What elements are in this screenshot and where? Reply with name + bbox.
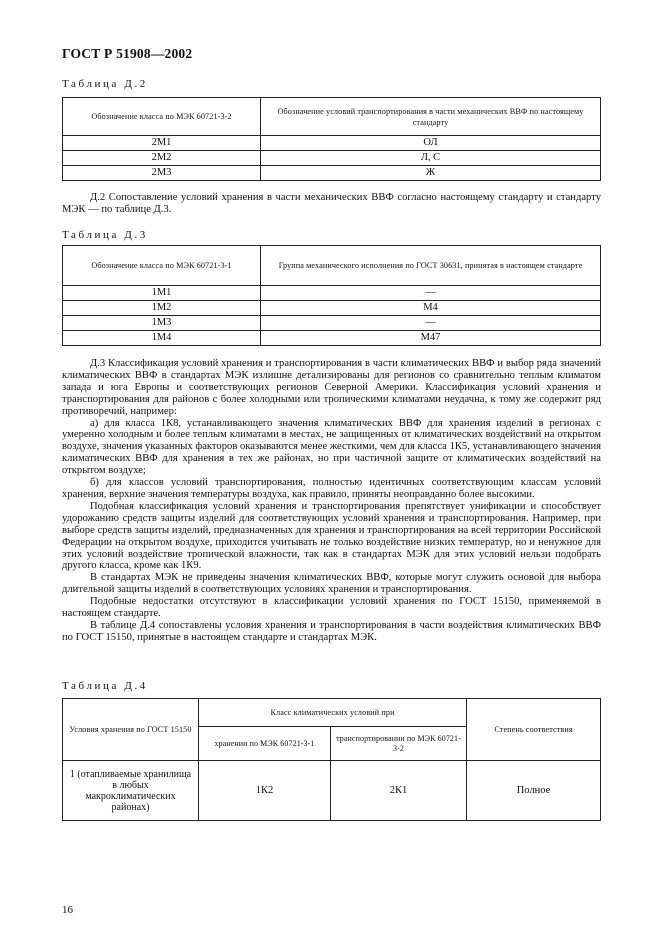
- table-cell: 1М1: [63, 286, 261, 301]
- table-row: [63, 286, 601, 301]
- table-cell: 1М3: [63, 316, 261, 331]
- table-cell: 2М1: [63, 136, 261, 151]
- paragraph-item-b: б) для классов условий транспортирования, полностью идентичных соответствующим классам условий хранения, верхние значения температуры воздуха, как правило, приняты неоправданно более высокими.: [62, 477, 601, 500]
- table-d4-header-transport: транспортировании по МЭК 60721-3-2: [331, 727, 467, 761]
- document-header: ГОСТ Р 51908—2002: [62, 46, 193, 61]
- table-d2-header-transport: Обозначение условий транспортирования в части механических ВВФ по настоящему стандарту: [261, 98, 601, 136]
- paragraph-table-d4-ref: В таблице Д.4 сопоставлены условия хранения и транспортирования в части воздействия климатических ВВФ по ГОСТ 15150, принятые в настоящем стандарте и стандартах МЭК.: [62, 619, 601, 643]
- body-text: [62, 358, 601, 644]
- table-d4-header-degree: Степень соответствия: [467, 699, 601, 761]
- paragraph-shortcomings: Подобные недостатки отсутствуют в классификации условий хранения по ГОСТ 15150, применяемой в настоящем стандарте.: [62, 596, 601, 620]
- table-d3-header-group: Группа механического исполнения по ГОСТ 30631, принятая в настоящем стандарте: [261, 246, 601, 286]
- table-cell: М47: [261, 331, 601, 346]
- table-d3-caption: Таблица Д.3: [62, 229, 148, 241]
- table-d2-header-iec: Обозначение класса по МЭК 60721-3-2: [63, 98, 261, 136]
- table-cell: М4: [261, 301, 601, 316]
- table-cell: ОЛ: [261, 136, 601, 151]
- table-d4-header-storage: хранении по МЭК 60721-3-1: [199, 727, 331, 761]
- table-cell: 2М3: [63, 166, 261, 181]
- table-row: [63, 331, 601, 346]
- table-cell: 1М2: [63, 301, 261, 316]
- table-cell: —: [261, 316, 601, 331]
- table-row: [63, 316, 601, 331]
- table-cell: 1М4: [63, 331, 261, 346]
- table-d2-caption: Таблица Д.2: [62, 78, 148, 90]
- page-number: 16: [62, 904, 73, 916]
- paragraph-d2: [62, 192, 601, 216]
- table-d3: [62, 245, 601, 346]
- paragraph-item-a: а) для класса 1К8, устанавливающего значения климатических ВВФ для хранения изделий в регионах с умеренно холодным и более теплым климатами в местах, не защищенных от климатических воздействий на открытом воздухе, значения указанных факторов оказываются менее жесткими, чем для класса 1К5, устанавливающего значения климатических ВВФ для хранения в тех же районах, но при частичной защите от климатических воздействий на открытом воздухе;: [62, 417, 601, 477]
- table-d2: [62, 97, 601, 181]
- table-row: [63, 151, 601, 166]
- paragraph-classification: Подобная классификация условий хранения и транспортирования препятствует унификации и способствует удорожанию средств защиты изделий для соответствующих условий хранения и транспортирования. Например, при выборе средств защиты изделий, предназначенных для хранения и транспортирования на всей территории Российской Федерации на открытом воздухе, приходится учитывать не только воздействие низких температур, но и ненужное для этих условий воздействие тропической влажности, так как в стандартах МЭК для этих условий нельзи подобрать другого класса, кроме как 1К9.: [62, 500, 601, 572]
- table-cell: Ж: [261, 166, 601, 181]
- table-cell: 2М2: [63, 151, 261, 166]
- paragraph-iec-values: В стандартах МЭК не приведены значения климатических ВВФ, которые могут служить основой для выбора длительной защиты изделий в соответствующих условиях хранения и транспортирования.: [62, 572, 601, 596]
- table-row: [63, 166, 601, 181]
- table-cell-transport: 2К1: [331, 761, 467, 821]
- table-row: [63, 301, 601, 316]
- table-d4-caption: Таблица Д.4: [62, 680, 148, 692]
- table-d4-header-class-group: Класс климатических условий при: [199, 699, 467, 727]
- table-d4-header-conditions: Условия хранения по ГОСТ 15150: [63, 699, 199, 761]
- table-cell-conditions: 1 (отапливаемые хранилища в любых макроклиматических районах): [63, 761, 199, 821]
- table-row: [63, 136, 601, 151]
- table-row: [63, 761, 601, 821]
- table-cell: Л, С: [261, 151, 601, 166]
- paragraph-d3-intro: Д.3 Классификация условий хранения и транспортирования в части климатических ВВФ и выбор ряда значений климатических ВВФ в стандартах МЭК излишне детализированы для регионов со сравнительно теплым климатом запада и юга Европы и соответствующих регионов Северной Америки. Классификация условий хранения и транспортирования для районов с более холодными или тропическими климатами неудачна, к тому же содержит ряд противоречий, например:: [62, 358, 601, 417]
- table-d3-header-iec: Обозначение класса по МЭК 60721-3-1: [63, 246, 261, 286]
- table-d4: [62, 698, 601, 821]
- table-cell-degree: Полное: [467, 761, 601, 821]
- paragraph-text: Д.2 Сопоставление условий хранения в части механических ВВФ согласно настоящему стандарту и стандарту МЭК — по таблице Д.3.: [62, 192, 601, 215]
- table-cell-storage: 1К2: [199, 761, 331, 821]
- table-cell: —: [261, 286, 601, 301]
